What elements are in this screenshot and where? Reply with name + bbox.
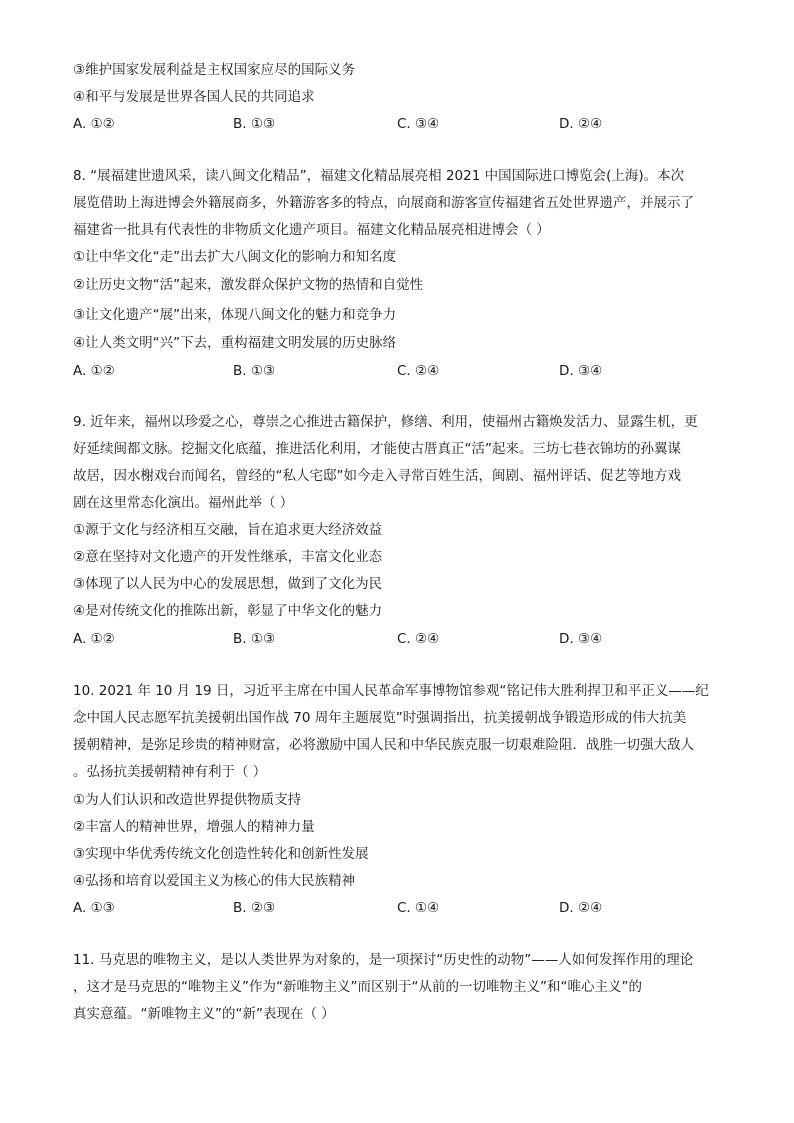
q10-stem-line-1: 10. 2021 年 10 月 19 日，习近平主席在中国人民革命军事博物馆参观“铭记伟大胜利捍卫和平正义——纪 <box>73 683 709 699</box>
option-a: A. ①② <box>73 116 115 132</box>
q9-item-2: ②意在坚持对文化遗产的开发性继承，丰富文化业态 <box>73 549 383 565</box>
option-c: C. ③④ <box>397 116 440 132</box>
option-c: C. ②④ <box>397 631 440 647</box>
option-c: C. ②④ <box>397 363 440 379</box>
option-b: B. ②③ <box>233 900 276 916</box>
q8-stem-line-1: 8. “展福建世遗风采，读八闽文化精品”，福建文化精品展亮相 2021 中国国际进口博览会(上海)。本次 <box>73 168 685 184</box>
q9-stem-line-4: 剧在这里常态化演出。福州此举（ ） <box>73 495 294 511</box>
q9-stem-line-3: 故居，因水榭戏台而闻名，曾经的“私人宅邸”如今走入寻常百姓生活，闽剧、福州评话、促艺等地方戏 <box>73 468 681 484</box>
option-d: D. ②④ <box>559 116 603 132</box>
q10-item-4: ④弘扬和培育以爱国主义为核心的伟大民族精神 <box>73 873 356 889</box>
q11-stem-line-2: ，这才是马克思的“唯物主义”作为“新唯物主义”而区别于“从前的一切唯物主义”和“唯心主义”的 <box>73 979 642 995</box>
q8-item-4: ④让人类文明“兴”下去，重构福建文明发展的历史脉络 <box>73 335 397 351</box>
top-item-4: ④和平与发展是世界各国人民的共同追求 <box>73 89 315 105</box>
option-a: A. ①② <box>73 631 115 647</box>
q9-item-4: ④是对传统文化的推陈出新，彰显了中华文化的魅力 <box>73 603 383 619</box>
q9-stem-line-2: 好延续闽都文脉。挖掘文化底蕴，推进活化利用，才能使古厝真正“活”起来。三坊七巷衣锦坊的孙翼谋 <box>73 441 681 457</box>
q9-options <box>73 629 723 649</box>
option-a: A. ①② <box>73 363 115 379</box>
top-item-3: ③维护国家发展利益是主权国家应尽的国际义务 <box>73 62 356 78</box>
q8-options <box>73 361 723 381</box>
q10-item-2: ②丰富人的精神世界，增强人的精神力量 <box>73 819 315 835</box>
option-c: C. ①④ <box>397 900 440 916</box>
q9-item-1: ①源于文化与经济相互交融，旨在追求更大经济效益 <box>73 522 383 538</box>
q11-stem-line-3: 真实意蕴。“新唯物主义”的“新”表现在（ ） <box>73 1006 335 1022</box>
q8-stem-line-2: 展览借助上海进博会外籍展商多，外籍游客多的特点，向展商和游客宣传福建省五处世界遗产，并展示了 <box>73 195 694 211</box>
option-a: A. ①③ <box>73 900 115 916</box>
q8-item-3: ③让文化遗产“展”出来，体现八闽文化的魅力和竞争力 <box>73 307 397 323</box>
q10-item-3: ③实现中华优秀传统文化创造性转化和创新性发展 <box>73 846 369 862</box>
q11-stem-line-1: 11. 马克思的唯物主义，是以人类世界为对象的，是一项探讨“历史性的动物”——人如何发挥作用的理论 <box>73 952 694 968</box>
q8-item-1: ①让中华文化“走”出去扩大八闽文化的影响力和知名度 <box>73 249 397 265</box>
q10-stem-line-2: 念中国人民志愿军抗美援朝出国作战 70 周年主题展览”时强调指出，抗美援朝战争锻造形成的伟大抗美 <box>73 710 687 726</box>
option-b: B. ①③ <box>233 116 276 132</box>
option-b: B. ①③ <box>233 631 276 647</box>
top-options <box>73 114 723 134</box>
q10-stem-line-3: 援朝精神，是弥足珍贵的精神财富，必将激励中国人民和中华民族克服一切艰难险阻．战胜一切强大敌人 <box>73 737 694 753</box>
q8-item-2: ②让历史文物“活”起来，激发群众保护文物的热情和自觉性 <box>73 277 424 293</box>
option-d: D. ③④ <box>559 363 603 379</box>
option-b: B. ①③ <box>233 363 276 379</box>
q10-options <box>73 898 723 918</box>
option-d: D. ②④ <box>559 900 603 916</box>
q9-item-3: ③体现了以人民为中心的发展思想，做到了文化为民 <box>73 576 383 592</box>
q9-stem-line-1: 9. 近年来，福州以珍爱之心，尊崇之心推进古籍保护，修缮、利用，使福州古籍焕发活力、显露生机，更 <box>73 414 698 430</box>
q10-stem-line-4: 。弘扬抗美援朝精神有利于（ ） <box>73 764 267 780</box>
q10-item-1: ①为人们认识和改造世界提供物质支持 <box>73 792 302 808</box>
option-d: D. ③④ <box>559 631 603 647</box>
q8-stem-line-3: 福建省一批具有代表性的非物质文化遗产项目。福建文化精品展亮相进博会（ ） <box>73 222 550 238</box>
